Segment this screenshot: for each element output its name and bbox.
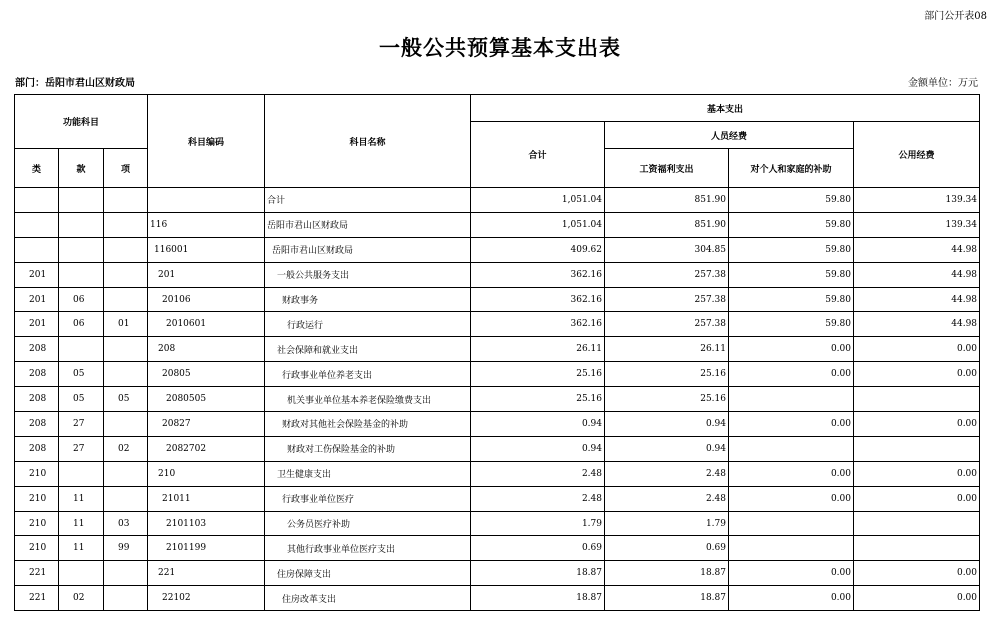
cell-total: 18.87 <box>471 561 605 586</box>
cell-xiang: 99 <box>104 536 148 561</box>
cell-code: 2080505 <box>148 387 265 412</box>
table-row <box>15 337 980 362</box>
cell-public: 139.34 <box>854 212 980 237</box>
cell-public <box>854 436 980 461</box>
cell-subsidy <box>729 536 854 561</box>
department-label: 部门：岳阳市君山区财政局 <box>15 78 135 89</box>
cell-kuan <box>59 188 104 213</box>
cell-xiang <box>104 561 148 586</box>
cell-total: 25.16 <box>471 387 605 412</box>
table-row <box>15 436 980 461</box>
cell-public: 44.98 <box>854 237 980 262</box>
cell-public: 0.00 <box>854 461 980 486</box>
cell-lei: 208 <box>15 387 59 412</box>
header-subsidy: 对个人和家庭的补助 <box>729 149 854 188</box>
table-row <box>15 287 980 312</box>
cell-wages: 0.69 <box>605 536 729 561</box>
table-row <box>15 312 980 337</box>
cell-subsidy <box>729 511 854 536</box>
cell-subsidy: 59.80 <box>729 262 854 287</box>
cell-xiang: 02 <box>104 436 148 461</box>
table-row <box>15 511 980 536</box>
cell-subsidy: 0.00 <box>729 337 854 362</box>
cell-public: 44.98 <box>854 287 980 312</box>
cell-code: 20106 <box>148 287 265 312</box>
table-row <box>15 486 980 511</box>
budget-table <box>14 94 980 611</box>
cell-wages: 851.90 <box>605 188 729 213</box>
cell-xiang: 03 <box>104 511 148 536</box>
cell-kuan <box>59 237 104 262</box>
cell-code: 2101103 <box>148 511 265 536</box>
cell-subsidy: 59.80 <box>729 312 854 337</box>
cell-wages: 25.16 <box>605 362 729 387</box>
cell-xiang <box>104 486 148 511</box>
header-xiang: 项 <box>104 149 148 188</box>
cell-wages: 304.85 <box>605 237 729 262</box>
cell-public: 139.34 <box>854 188 980 213</box>
cell-subsidy <box>729 387 854 412</box>
cell-code: 201 <box>148 262 265 287</box>
cell-wages: 25.16 <box>605 387 729 412</box>
cell-name: 社会保障和就业支出 <box>265 337 471 362</box>
cell-wages: 0.94 <box>605 412 729 437</box>
cell-lei <box>15 237 59 262</box>
cell-subsidy: 0.00 <box>729 412 854 437</box>
table-row <box>15 362 980 387</box>
cell-xiang <box>104 262 148 287</box>
cell-xiang <box>104 586 148 611</box>
cell-subsidy: 59.80 <box>729 188 854 213</box>
cell-kuan: 27 <box>59 436 104 461</box>
table-row <box>15 561 980 586</box>
cell-public: 44.98 <box>854 262 980 287</box>
cell-lei: 221 <box>15 561 59 586</box>
header-basic: 基本支出 <box>471 95 980 122</box>
header-func-subject: 功能科目 <box>15 95 148 149</box>
cell-total: 362.16 <box>471 262 605 287</box>
cell-kuan: 06 <box>59 287 104 312</box>
cell-subsidy: 0.00 <box>729 561 854 586</box>
cell-lei: 208 <box>15 362 59 387</box>
cell-total: 2.48 <box>471 486 605 511</box>
cell-code: 210 <box>148 461 265 486</box>
cell-wages: 0.94 <box>605 436 729 461</box>
cell-public: 44.98 <box>854 312 980 337</box>
cell-xiang <box>104 412 148 437</box>
cell-name: 住房保障支出 <box>265 561 471 586</box>
cell-lei: 210 <box>15 461 59 486</box>
cell-public: 0.00 <box>854 337 980 362</box>
cell-subsidy: 59.80 <box>729 212 854 237</box>
cell-lei: 210 <box>15 536 59 561</box>
cell-total: 1,051.04 <box>471 188 605 213</box>
table-row <box>15 536 980 561</box>
header-total: 合计 <box>471 122 605 188</box>
cell-kuan: 11 <box>59 486 104 511</box>
cell-subsidy: 0.00 <box>729 362 854 387</box>
cell-kuan <box>59 337 104 362</box>
table-row <box>15 262 980 287</box>
header-wages: 工资福利支出 <box>605 149 729 188</box>
cell-public: 0.00 <box>854 412 980 437</box>
cell-wages: 257.38 <box>605 287 729 312</box>
cell-lei: 208 <box>15 337 59 362</box>
cell-code: 2010601 <box>148 312 265 337</box>
cell-code: 21011 <box>148 486 265 511</box>
cell-kuan <box>59 262 104 287</box>
cell-code: 221 <box>148 561 265 586</box>
cell-total: 25.16 <box>471 362 605 387</box>
cell-lei: 210 <box>15 486 59 511</box>
cell-wages: 18.87 <box>605 561 729 586</box>
cell-name: 岳阳市君山区财政局 <box>265 212 471 237</box>
unit-label: 金额单位：万元 <box>908 78 978 89</box>
cell-wages: 2.48 <box>605 486 729 511</box>
cell-kuan: 05 <box>59 387 104 412</box>
cell-kuan: 11 <box>59 511 104 536</box>
cell-name: 岳阳市君山区财政局 <box>265 237 471 262</box>
cell-wages: 851.90 <box>605 212 729 237</box>
cell-xiang <box>104 212 148 237</box>
cell-code: 20805 <box>148 362 265 387</box>
cell-subsidy: 59.80 <box>729 237 854 262</box>
cell-lei: 221 <box>15 586 59 611</box>
cell-total: 409.62 <box>471 237 605 262</box>
cell-name: 行政事业单位养老支出 <box>265 362 471 387</box>
table-id: 部门公开表08 <box>924 11 987 22</box>
cell-name: 其他行政事业单位医疗支出 <box>265 536 471 561</box>
cell-subsidy <box>729 436 854 461</box>
cell-lei <box>15 212 59 237</box>
cell-name: 行政运行 <box>265 312 471 337</box>
table-row <box>15 387 980 412</box>
cell-kuan: 27 <box>59 412 104 437</box>
cell-code: 22102 <box>148 586 265 611</box>
cell-kuan <box>59 212 104 237</box>
cell-name: 住房改革支出 <box>265 586 471 611</box>
cell-public <box>854 536 980 561</box>
cell-total: 2.48 <box>471 461 605 486</box>
header-public: 公用经费 <box>854 122 980 188</box>
cell-total: 0.94 <box>471 436 605 461</box>
cell-xiang <box>104 287 148 312</box>
cell-total: 362.16 <box>471 312 605 337</box>
cell-code <box>148 188 265 213</box>
cell-code: 2082702 <box>148 436 265 461</box>
cell-kuan <box>59 561 104 586</box>
cell-subsidy: 0.00 <box>729 486 854 511</box>
cell-total: 362.16 <box>471 287 605 312</box>
cell-xiang: 01 <box>104 312 148 337</box>
cell-public <box>854 511 980 536</box>
cell-code: 20827 <box>148 412 265 437</box>
table-row <box>15 412 980 437</box>
cell-total: 0.94 <box>471 412 605 437</box>
cell-wages: 2.48 <box>605 461 729 486</box>
cell-lei: 208 <box>15 412 59 437</box>
cell-public: 0.00 <box>854 561 980 586</box>
cell-name: 机关事业单位基本养老保险缴费支出 <box>265 387 471 412</box>
cell-total: 18.87 <box>471 586 605 611</box>
cell-xiang: 05 <box>104 387 148 412</box>
cell-kuan: 05 <box>59 362 104 387</box>
cell-xiang <box>104 461 148 486</box>
cell-kuan <box>59 461 104 486</box>
table-row <box>15 188 980 213</box>
table-row <box>15 461 980 486</box>
cell-public: 0.00 <box>854 486 980 511</box>
cell-name: 行政事业单位医疗 <box>265 486 471 511</box>
cell-wages: 26.11 <box>605 337 729 362</box>
cell-kuan: 11 <box>59 536 104 561</box>
cell-name: 财政对工伤保险基金的补助 <box>265 436 471 461</box>
header-personnel: 人员经费 <box>605 122 854 149</box>
cell-kuan: 06 <box>59 312 104 337</box>
cell-public: 0.00 <box>854 362 980 387</box>
cell-name: 财政事务 <box>265 287 471 312</box>
cell-total: 0.69 <box>471 536 605 561</box>
cell-public <box>854 387 980 412</box>
cell-lei: 210 <box>15 511 59 536</box>
cell-total: 26.11 <box>471 337 605 362</box>
cell-name: 合计 <box>265 188 471 213</box>
header-name: 科目名称 <box>265 95 471 188</box>
cell-subsidy: 59.80 <box>729 287 854 312</box>
cell-subsidy: 0.00 <box>729 586 854 611</box>
cell-name: 公务员医疗补助 <box>265 511 471 536</box>
cell-kuan: 02 <box>59 586 104 611</box>
cell-lei: 201 <box>15 262 59 287</box>
header-code: 科目编码 <box>148 95 265 188</box>
cell-xiang <box>104 237 148 262</box>
cell-total: 1.79 <box>471 511 605 536</box>
cell-wages: 18.87 <box>605 586 729 611</box>
table-row <box>15 237 980 262</box>
page-title: 一般公共预算基本支出表 <box>379 36 621 60</box>
cell-wages: 1.79 <box>605 511 729 536</box>
cell-code: 116 <box>148 212 265 237</box>
table-row <box>15 586 980 611</box>
cell-name: 卫生健康支出 <box>265 461 471 486</box>
cell-code: 2101199 <box>148 536 265 561</box>
header-kuan: 款 <box>59 149 104 188</box>
cell-lei: 201 <box>15 312 59 337</box>
cell-lei: 201 <box>15 287 59 312</box>
cell-xiang <box>104 188 148 213</box>
table-row <box>15 212 980 237</box>
cell-lei <box>15 188 59 213</box>
cell-name: 一般公共服务支出 <box>265 262 471 287</box>
cell-wages: 257.38 <box>605 262 729 287</box>
cell-xiang <box>104 337 148 362</box>
cell-name: 财政对其他社会保险基金的补助 <box>265 412 471 437</box>
cell-wages: 257.38 <box>605 312 729 337</box>
cell-xiang <box>104 362 148 387</box>
header-lei: 类 <box>15 149 59 188</box>
cell-code: 208 <box>148 337 265 362</box>
cell-total: 1,051.04 <box>471 212 605 237</box>
cell-subsidy: 0.00 <box>729 461 854 486</box>
cell-public: 0.00 <box>854 586 980 611</box>
cell-lei: 208 <box>15 436 59 461</box>
cell-code: 116001 <box>148 237 265 262</box>
